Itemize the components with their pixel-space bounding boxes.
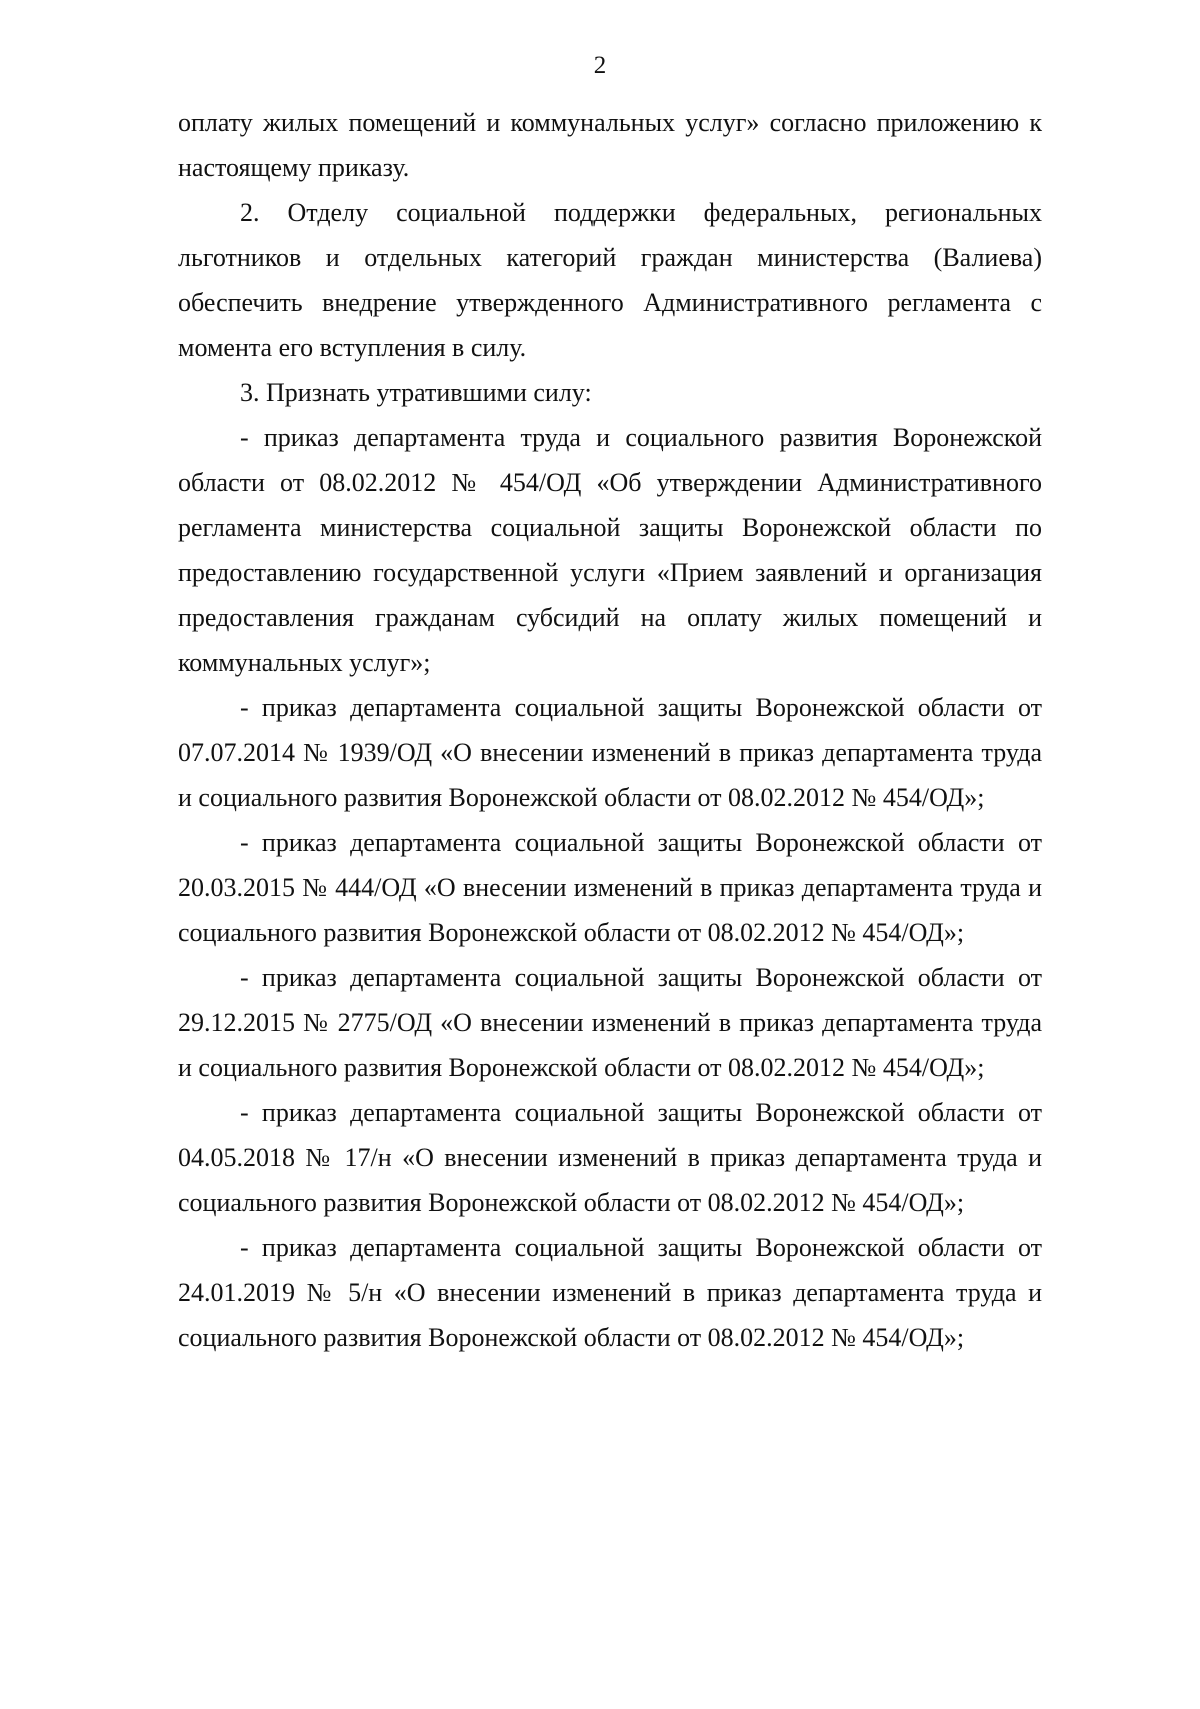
paragraph — [178, 1225, 1042, 1360]
text-line: социального развития Воронежской области от 08.02.2012 № 454/ОД»; — [178, 918, 965, 947]
document-body — [178, 100, 1042, 1360]
paragraph — [178, 190, 1042, 370]
text-line: - приказ департамента труда и социального развития Воронежской — [240, 423, 1042, 452]
text-line: 29.12.2015 № 2775/ОД «О внесении изменений в приказ департамента труда — [178, 1008, 1042, 1037]
text-line: и социального развития Воронежской области от 08.02.2012 № 454/ОД»; — [178, 1053, 985, 1082]
paragraph — [178, 415, 1042, 685]
text-line: 24.01.2019 № 5/н «О внесении изменений в приказ департамента труда и — [178, 1278, 1042, 1307]
paragraph — [178, 685, 1042, 820]
text-line: социального развития Воронежской области от 08.02.2012 № 454/ОД»; — [178, 1323, 965, 1352]
text-line: предоставления гражданам субсидий на оплату жилых помещений и — [178, 603, 1042, 632]
paragraph — [178, 820, 1042, 955]
text-line: 2. Отделу социальной поддержки федеральных, региональных — [240, 198, 1042, 227]
text-line: и социального развития Воронежской области от 08.02.2012 № 454/ОД»; — [178, 783, 985, 812]
text-line: - приказ департамента социальной защиты Воронежской области от — [240, 1098, 1042, 1127]
text-line: - приказ департамента социальной защиты Воронежской области от — [240, 1233, 1042, 1262]
text-line: коммунальных услуг»; — [178, 648, 431, 677]
page-number: 2 — [593, 52, 607, 79]
paragraph — [178, 100, 1042, 190]
text-line: предоставлению государственной услуги «Прием заявлений и организация — [178, 558, 1042, 587]
text-line: 07.07.2014 № 1939/ОД «О внесении изменений в приказ департамента труда — [178, 738, 1042, 767]
text-line: обеспечить внедрение утвержденного Административного регламента с — [178, 288, 1042, 317]
text-line: - приказ департамента социальной защиты Воронежской области от — [240, 963, 1042, 992]
text-line: настоящему приказу. — [178, 153, 410, 182]
text-line: - приказ департамента социальной защиты Воронежской области от — [240, 828, 1042, 857]
text-line: льготников и отдельных категорий граждан министерства (Валиева) — [178, 243, 1042, 272]
text-line: 04.05.2018 № 17/н «О внесении изменений в приказ департамента труда и — [178, 1143, 1042, 1172]
paragraph — [178, 370, 1042, 415]
text-line: области от 08.02.2012 № 454/ОД «Об утверждении Административного — [178, 468, 1042, 497]
text-line: 20.03.2015 № 444/ОД «О внесении изменений в приказ департамента труда и — [178, 873, 1042, 902]
text-line: - приказ департамента социальной защиты Воронежской области от — [240, 693, 1042, 722]
text-line: оплату жилых помещений и коммунальных услуг» согласно приложению к — [178, 108, 1042, 137]
text-line: регламента министерства социальной защиты Воронежской области по — [178, 513, 1042, 542]
text-line: момента его вступления в силу. — [178, 333, 527, 362]
paragraph — [178, 1090, 1042, 1225]
paragraph — [178, 955, 1042, 1090]
text-line: социального развития Воронежской области от 08.02.2012 № 454/ОД»; — [178, 1188, 965, 1217]
text-line: 3. Признать утратившими силу: — [240, 378, 592, 407]
